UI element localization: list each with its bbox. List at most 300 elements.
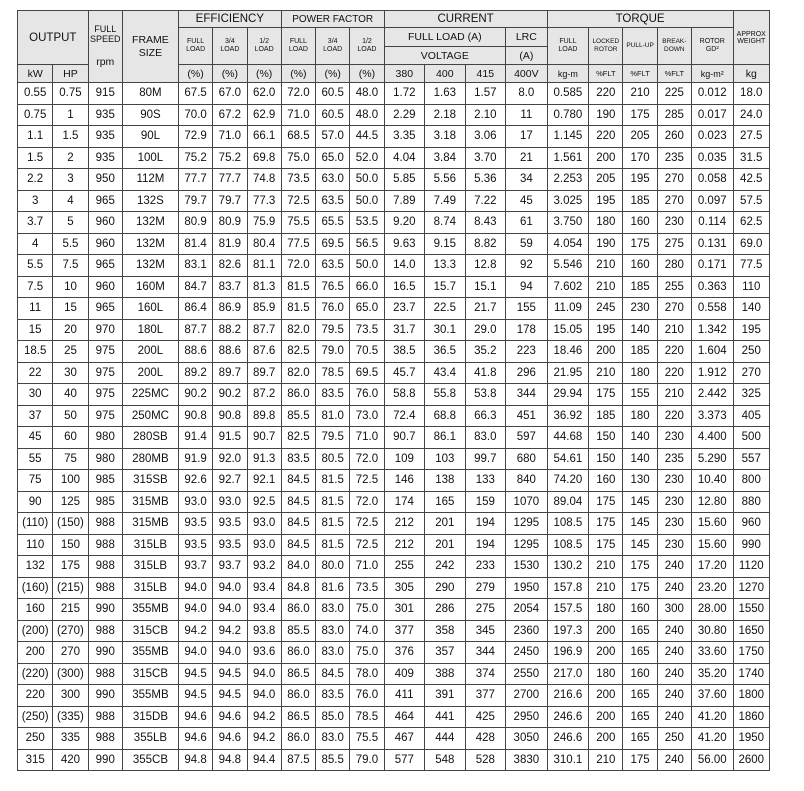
table-row (18, 642, 770, 664)
cell-hp: 270 (53, 642, 88, 664)
cell-pf-1-2: 79.0 (350, 749, 384, 771)
cell-pf-3-4: 81.5 (316, 470, 350, 492)
cell-rotor-gd2: 33.60 (691, 642, 733, 664)
cell-current-400: 36.5 (425, 341, 466, 363)
cell-frame: 132M (122, 255, 178, 277)
cell-eff-full: 94.8 (178, 749, 212, 771)
cell-locked-rotor: 160 (589, 470, 623, 492)
cell-pf-3-4: 65.0 (316, 147, 350, 169)
cell-torque-full: 246.6 (547, 706, 589, 728)
cell-pull-up: 165 (623, 706, 657, 728)
cell-current-415: 528 (465, 749, 506, 771)
efficiency-header: EFFICIENCY (178, 11, 281, 28)
cell-eff-1-2: 81.3 (247, 276, 281, 298)
cell-rpm: 988 (88, 663, 122, 685)
cell-break-down: 240 (657, 749, 691, 771)
cell-current-415: 374 (465, 663, 506, 685)
cell-eff-full: 94.0 (178, 642, 212, 664)
cell-eff-1-2: 62.9 (247, 104, 281, 126)
cell-pf-full: 82.0 (281, 362, 315, 384)
cell-weight: 195 (733, 319, 770, 341)
cell-torque-full: 216.6 (547, 685, 589, 707)
cell-lrc: 344 (506, 384, 548, 406)
cell-lrc: 1530 (506, 556, 548, 578)
cell-pull-up: 130 (623, 470, 657, 492)
cell-current-400: 138 (425, 470, 466, 492)
cell-lrc: 3830 (506, 749, 548, 771)
cell-pf-1-2: 75.0 (350, 599, 384, 621)
current-header: CURRENT (384, 11, 547, 28)
cell-current-380: 411 (384, 685, 425, 707)
cell-current-380: 72.4 (384, 405, 425, 427)
pull-up-header: PULL-UP (623, 28, 657, 65)
cell-lrc: 21 (506, 147, 548, 169)
cell-pull-up: 160 (623, 255, 657, 277)
cell-break-down: 240 (657, 685, 691, 707)
cell-weight: 18.0 (733, 83, 770, 105)
cell-break-down: 230 (657, 491, 691, 513)
cell-eff-3-4: 77.7 (213, 169, 247, 191)
cell-weight: 69.0 (733, 233, 770, 255)
cell-pf-3-4: 79.5 (316, 319, 350, 341)
cell-current-380: 2.29 (384, 104, 425, 126)
cell-weight: 1120 (733, 556, 770, 578)
table-row (18, 255, 770, 277)
cell-locked-rotor: 175 (589, 491, 623, 513)
cell-pf-1-2: 72.0 (350, 491, 384, 513)
cell-locked-rotor: 195 (589, 190, 623, 212)
table-row (18, 384, 770, 406)
cell-rotor-gd2: 2.442 (691, 384, 733, 406)
cell-current-380: 9.20 (384, 212, 425, 234)
cell-rotor-gd2: 4.400 (691, 427, 733, 449)
cell-frame: 315SB (122, 470, 178, 492)
cell-pf-3-4: 83.5 (316, 384, 350, 406)
cell-pf-full: 86.0 (281, 384, 315, 406)
cell-eff-1-2: 93.6 (247, 642, 281, 664)
cell-rpm: 935 (88, 104, 122, 126)
cell-lrc: 3050 (506, 728, 548, 750)
cell-eff-full: 70.0 (178, 104, 212, 126)
cell-break-down: 270 (657, 298, 691, 320)
cell-current-380: 305 (384, 577, 425, 599)
cell-pf-1-2: 52.0 (350, 147, 384, 169)
cell-pf-3-4: 63.5 (316, 255, 350, 277)
cell-pf-1-2: 72.0 (350, 448, 384, 470)
full-speed-label: FULL SPEED (90, 24, 121, 44)
cell-rpm: 985 (88, 470, 122, 492)
cell-rpm: 975 (88, 384, 122, 406)
cell-lrc: 61 (506, 212, 548, 234)
cell-locked-rotor: 175 (589, 384, 623, 406)
cell-break-down: 220 (657, 341, 691, 363)
cell-torque-full: 18.46 (547, 341, 589, 363)
cell-current-400: 201 (425, 534, 466, 556)
cell-lrc: 11 (506, 104, 548, 126)
cell-eff-1-2: 75.9 (247, 212, 281, 234)
cell-rotor-gd2: 0.058 (691, 169, 733, 191)
cell-pull-up: 145 (623, 534, 657, 556)
cell-pf-full: 86.0 (281, 685, 315, 707)
cell-pf-3-4: 57.0 (316, 126, 350, 148)
cell-current-400: 286 (425, 599, 466, 621)
cell-current-415: 12.8 (465, 255, 506, 277)
cell-rotor-gd2: 30.80 (691, 620, 733, 642)
cell-pf-full: 84.0 (281, 556, 315, 578)
cell-rotor-gd2: 15.60 (691, 513, 733, 535)
cell-current-415: 7.22 (465, 190, 506, 212)
cell-current-400: 165 (425, 491, 466, 513)
eff-full-load-header: FULL LOAD (178, 28, 212, 65)
cell-lrc: 45 (506, 190, 548, 212)
cell-hp: (215) (53, 577, 88, 599)
cell-rpm: 990 (88, 749, 122, 771)
motor-spec-sheet (17, 10, 770, 771)
cell-frame: 355MB (122, 642, 178, 664)
cell-frame: 280MB (122, 448, 178, 470)
cell-lrc: 178 (506, 319, 548, 341)
cell-locked-rotor: 200 (589, 620, 623, 642)
table-row (18, 212, 770, 234)
cell-rotor-gd2: 1.604 (691, 341, 733, 363)
cell-frame: 315MB (122, 491, 178, 513)
cell-break-down: 210 (657, 384, 691, 406)
cell-eff-3-4: 93.0 (213, 491, 247, 513)
rotor-gd2-header: ROTOR GD² (691, 28, 733, 65)
cell-torque-full: 157.5 (547, 599, 589, 621)
cell-pf-full: 85.5 (281, 620, 315, 642)
cell-rpm: 960 (88, 233, 122, 255)
cell-eff-full: 75.2 (178, 147, 212, 169)
cell-lrc: 2950 (506, 706, 548, 728)
cell-pf-full: 84.5 (281, 513, 315, 535)
table-body (18, 83, 770, 771)
cell-frame: 100L (122, 147, 178, 169)
cell-pf-1-2: 65.0 (350, 298, 384, 320)
cell-eff-1-2: 77.3 (247, 190, 281, 212)
cell-current-415: 233 (465, 556, 506, 578)
cell-rpm: 935 (88, 126, 122, 148)
cell-pf-3-4: 85.5 (316, 749, 350, 771)
cell-kw: 1.1 (18, 126, 53, 148)
cell-rpm: 950 (88, 169, 122, 191)
cell-current-380: 9.63 (384, 233, 425, 255)
cell-weight: 405 (733, 405, 770, 427)
cell-torque-full: 217.0 (547, 663, 589, 685)
frame-size-header: FRAME SIZE (122, 11, 178, 83)
cell-frame: 160M (122, 276, 178, 298)
table-row (18, 319, 770, 341)
cell-kw: 55 (18, 448, 53, 470)
cell-eff-full: 90.8 (178, 405, 212, 427)
cell-weight: 325 (733, 384, 770, 406)
cell-eff-1-2: 69.8 (247, 147, 281, 169)
cell-weight: 270 (733, 362, 770, 384)
cell-kw: (110) (18, 513, 53, 535)
cell-eff-full: 81.4 (178, 233, 212, 255)
cell-rotor-gd2: 28.00 (691, 599, 733, 621)
cell-pf-full: 73.5 (281, 169, 315, 191)
torque-header: TORQUE (547, 11, 733, 28)
pf-3-4-pct: (%) (316, 65, 350, 83)
cell-current-380: 376 (384, 642, 425, 664)
table-row (18, 663, 770, 685)
cell-eff-1-2: 93.0 (247, 534, 281, 556)
cell-pf-1-2: 72.5 (350, 534, 384, 556)
cell-current-415: 83.0 (465, 427, 506, 449)
cell-pf-1-2: 50.0 (350, 169, 384, 191)
cell-eff-3-4: 67.0 (213, 83, 247, 105)
cell-eff-full: 84.7 (178, 276, 212, 298)
cell-weight: 990 (733, 534, 770, 556)
table-row (18, 470, 770, 492)
cell-current-415: 21.7 (465, 298, 506, 320)
cell-break-down: 260 (657, 126, 691, 148)
cell-pf-full: 86.5 (281, 706, 315, 728)
cell-locked-rotor: 210 (589, 556, 623, 578)
cell-pf-1-2: 71.0 (350, 427, 384, 449)
cell-pf-1-2: 53.5 (350, 212, 384, 234)
cell-eff-3-4: 94.0 (213, 599, 247, 621)
cell-eff-full: 72.9 (178, 126, 212, 148)
cell-torque-full: 21.95 (547, 362, 589, 384)
cell-locked-rotor: 185 (589, 405, 623, 427)
lrc-header: LRC (506, 28, 548, 47)
cell-pf-3-4: 69.5 (316, 233, 350, 255)
cell-frame: 90L (122, 126, 178, 148)
cell-pf-3-4: 80.0 (316, 556, 350, 578)
cell-current-415: 194 (465, 513, 506, 535)
cell-weight: 62.5 (733, 212, 770, 234)
cell-break-down: 210 (657, 319, 691, 341)
cell-pf-full: 72.0 (281, 255, 315, 277)
cell-break-down: 220 (657, 362, 691, 384)
cell-kw: 5.5 (18, 255, 53, 277)
cell-pf-3-4: 81.5 (316, 534, 350, 556)
cell-torque-full: 1.561 (547, 147, 589, 169)
cell-current-415: 15.1 (465, 276, 506, 298)
rotor-gd2-unit: kg-m² (691, 65, 733, 83)
cell-locked-rotor: 220 (589, 126, 623, 148)
cell-weight: 77.5 (733, 255, 770, 277)
cell-eff-full: 87.7 (178, 319, 212, 341)
cell-lrc: 1950 (506, 577, 548, 599)
cell-eff-full: 94.0 (178, 577, 212, 599)
cell-pull-up: 165 (623, 620, 657, 642)
cell-hp: 175 (53, 556, 88, 578)
cell-eff-1-2: 62.0 (247, 83, 281, 105)
cell-hp: 150 (53, 534, 88, 556)
cell-current-380: 146 (384, 470, 425, 492)
cell-eff-3-4: 88.6 (213, 341, 247, 363)
cell-weight: 880 (733, 491, 770, 513)
cell-weight: 42.5 (733, 169, 770, 191)
cell-frame: 250MC (122, 405, 178, 427)
cell-pf-1-2: 73.5 (350, 577, 384, 599)
cell-eff-3-4: 81.9 (213, 233, 247, 255)
cell-pf-1-2: 69.5 (350, 362, 384, 384)
cell-eff-1-2: 94.0 (247, 663, 281, 685)
cell-frame: 80M (122, 83, 178, 105)
table-row (18, 577, 770, 599)
cell-locked-rotor: 200 (589, 642, 623, 664)
cell-frame: 355LB (122, 728, 178, 750)
cell-eff-full: 93.5 (178, 513, 212, 535)
cell-current-400: 357 (425, 642, 466, 664)
cell-rotor-gd2: 0.012 (691, 83, 733, 105)
cell-eff-1-2: 93.8 (247, 620, 281, 642)
cell-eff-full: 93.0 (178, 491, 212, 513)
cell-pf-full: 75.0 (281, 147, 315, 169)
cell-torque-full: 3.025 (547, 190, 589, 212)
cell-current-380: 464 (384, 706, 425, 728)
cell-kw: 0.55 (18, 83, 53, 105)
cell-lrc: 223 (506, 341, 548, 363)
eff-3-4-pct: (%) (213, 65, 247, 83)
cell-torque-full: 15.05 (547, 319, 589, 341)
cell-torque-full: 74.20 (547, 470, 589, 492)
break-down-header: BREAK- DOWN (657, 28, 691, 65)
cell-eff-full: 80.9 (178, 212, 212, 234)
cell-pull-up: 145 (623, 513, 657, 535)
cell-torque-full: 3.750 (547, 212, 589, 234)
cell-hp: 50 (53, 405, 88, 427)
cell-locked-rotor: 210 (589, 255, 623, 277)
cell-rpm: 990 (88, 642, 122, 664)
cell-eff-full: 89.2 (178, 362, 212, 384)
cell-pf-1-2: 48.0 (350, 104, 384, 126)
cell-pf-full: 86.0 (281, 642, 315, 664)
cell-rotor-gd2: 37.60 (691, 685, 733, 707)
cell-locked-rotor: 195 (589, 319, 623, 341)
cell-pull-up: 175 (623, 104, 657, 126)
cell-pull-up: 185 (623, 341, 657, 363)
cell-locked-rotor: 200 (589, 341, 623, 363)
cell-frame: 280SB (122, 427, 178, 449)
cell-torque-full: 157.8 (547, 577, 589, 599)
cell-hp: 420 (53, 749, 88, 771)
cell-eff-full: 92.6 (178, 470, 212, 492)
cell-pf-full: 81.5 (281, 276, 315, 298)
cell-weight: 800 (733, 470, 770, 492)
pf-3-4-load-header: 3/4 LOAD (316, 28, 350, 65)
cell-current-400: 8.74 (425, 212, 466, 234)
cell-kw: 315 (18, 749, 53, 771)
cell-lrc: 2360 (506, 620, 548, 642)
cell-pf-full: 84.5 (281, 470, 315, 492)
cell-rpm: 960 (88, 276, 122, 298)
cell-kw: 0.75 (18, 104, 53, 126)
table-row (18, 448, 770, 470)
cell-current-380: 377 (384, 620, 425, 642)
cell-pull-up: 160 (623, 212, 657, 234)
cell-lrc: 680 (506, 448, 548, 470)
cell-eff-1-2: 87.7 (247, 319, 281, 341)
cell-current-415: 35.2 (465, 341, 506, 363)
cell-lrc: 59 (506, 233, 548, 255)
cell-rpm: 988 (88, 706, 122, 728)
cell-kw: 11 (18, 298, 53, 320)
full-speed-header (88, 11, 122, 83)
cell-eff-1-2: 92.1 (247, 470, 281, 492)
cell-locked-rotor: 200 (589, 685, 623, 707)
cell-eff-3-4: 80.9 (213, 212, 247, 234)
cell-current-415: 344 (465, 642, 506, 664)
cell-lrc: 8.0 (506, 83, 548, 105)
cell-rotor-gd2: 0.114 (691, 212, 733, 234)
cell-current-415: 159 (465, 491, 506, 513)
cell-eff-3-4: 90.8 (213, 405, 247, 427)
cell-lrc: 2054 (506, 599, 548, 621)
cell-current-400: 290 (425, 577, 466, 599)
cell-frame: 315MB (122, 513, 178, 535)
cell-frame: 225MC (122, 384, 178, 406)
cell-current-415: 66.3 (465, 405, 506, 427)
pf-1-2-pct: (%) (350, 65, 384, 83)
cell-frame: 132M (122, 233, 178, 255)
cell-hp: 7.5 (53, 255, 88, 277)
cell-eff-full: 77.7 (178, 169, 212, 191)
cell-current-380: 23.7 (384, 298, 425, 320)
cell-break-down: 255 (657, 276, 691, 298)
cell-hp: (270) (53, 620, 88, 642)
cell-eff-1-2: 93.4 (247, 577, 281, 599)
cell-pf-3-4: 83.5 (316, 685, 350, 707)
cell-pf-3-4: 76.5 (316, 276, 350, 298)
table-header (18, 11, 770, 83)
cell-break-down: 240 (657, 706, 691, 728)
cell-eff-1-2: 81.1 (247, 255, 281, 277)
cell-rpm: 965 (88, 255, 122, 277)
cell-hp: 215 (53, 599, 88, 621)
cell-locked-rotor: 200 (589, 728, 623, 750)
table-row (18, 620, 770, 642)
cell-frame: 355MB (122, 599, 178, 621)
cell-eff-3-4: 90.2 (213, 384, 247, 406)
cell-pf-3-4: 81.0 (316, 405, 350, 427)
cell-pf-1-2: 75.0 (350, 642, 384, 664)
torque-unit-kgm: kg-m (547, 65, 589, 83)
cell-kw: (200) (18, 620, 53, 642)
cell-current-400: 441 (425, 706, 466, 728)
cell-eff-3-4: 89.7 (213, 362, 247, 384)
cell-kw: (160) (18, 577, 53, 599)
cell-hp: 0.75 (53, 83, 88, 105)
cell-eff-1-2: 93.4 (247, 599, 281, 621)
cell-hp: 40 (53, 384, 88, 406)
cell-pf-3-4: 63.5 (316, 190, 350, 212)
cell-frame: 180L (122, 319, 178, 341)
cell-current-400: 5.56 (425, 169, 466, 191)
cell-current-380: 45.7 (384, 362, 425, 384)
cell-torque-full: 196.9 (547, 642, 589, 664)
cell-eff-3-4: 94.6 (213, 706, 247, 728)
cell-eff-3-4: 93.7 (213, 556, 247, 578)
cell-break-down: 240 (657, 642, 691, 664)
cell-rotor-gd2: 1.912 (691, 362, 733, 384)
cell-pull-up: 140 (623, 427, 657, 449)
cell-pf-full: 84.5 (281, 491, 315, 513)
cell-eff-full: 91.4 (178, 427, 212, 449)
cell-pull-up: 140 (623, 319, 657, 341)
cell-kw: 22 (18, 362, 53, 384)
cell-rpm: 988 (88, 577, 122, 599)
output-header: OUTPUT (18, 11, 89, 65)
cell-rpm: 980 (88, 427, 122, 449)
cell-rotor-gd2: 0.097 (691, 190, 733, 212)
cell-current-400: 43.4 (425, 362, 466, 384)
cell-pull-up: 160 (623, 663, 657, 685)
